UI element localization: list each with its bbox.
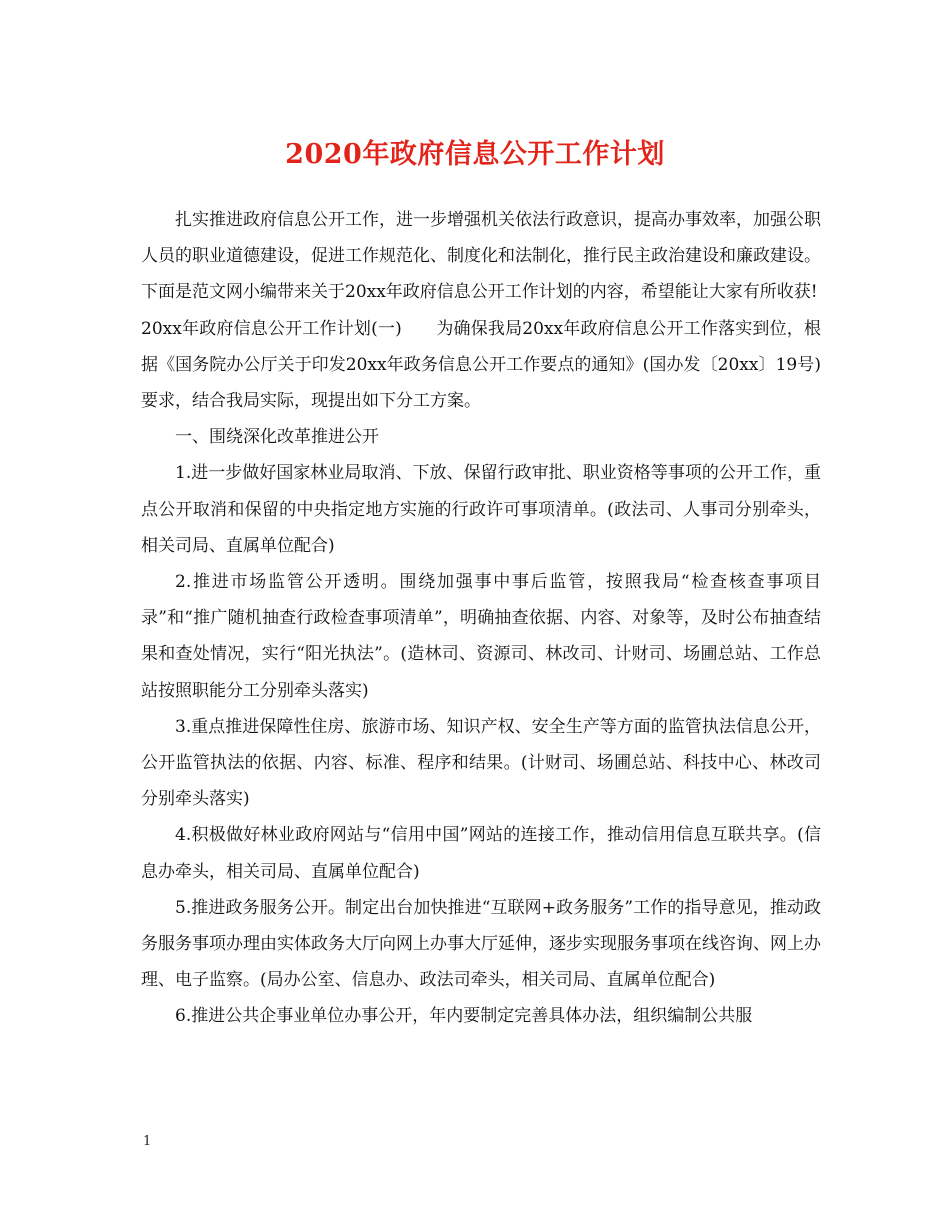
page-number: 1 (143, 1134, 152, 1149)
document-title: 2020年政府信息公开工作计划 (285, 139, 665, 170)
item-paragraph-2: 2.推进市场监管公开透明。围绕加强事中事后监管，按照我局“检查核查事项目录”和“推广随机抽查行政检查事项清单”，明确抽查依据、内容、对象等，及时公布抽查结果和查处情况，实行“阳光执法”。(造林司、资源司、林改司、计财司、场圃总站、工作总站按照职能分工分别牵头落实) (141, 572, 821, 701)
item-paragraph-1: 1.进一步做好国家林业局取消、下放、保留行政审批、职业资格等事项的公开工作，重点公开取消和保留的中央指定地方实施的行政许可事项清单。(政法司、人事司分别牵头，相关司局、直属单位配合) (141, 463, 821, 556)
document-body (141, 202, 821, 1035)
section-heading: 一、围绕深化改革推进公开 (175, 427, 379, 448)
item-paragraph-6: 6.推进公共企事业单位办事公开，年内要制定完善具体办法，组织编制公共服 (175, 1006, 753, 1027)
plan-heading-paragraph: 20xx年政府信息公开工作计划(一) 为确保我局20xx年政府信息公开工作落实到位，根据《国务院办公厅关于印发20xx年政务信息公开工作要点的通知》(国办发〔20xx〕19号)要求，结合我局实际，现提出如下分工方案。 (141, 318, 821, 412)
item-paragraph-3: 3.重点推进保障性住房、旅游市场、知识产权、安全生产等方面的监管执法信息公开，公开监管执法的依据、内容、标准、程序和结果。(计财司、场圃总站、科技中心、林改司分别牵头落实) (141, 716, 821, 810)
item-paragraph-5: 5.推进政务服务公开。制定出台加快推进“互联网+政务服务”工作的指导意见，推动政务服务事项办理由实体政务大厅向网上办事大厅延伸，逐步实现服务事项在线咨询、网上办理、电子监察。(局办公室、信息办、政法司牵头，相关司局、直属单位配合) (141, 897, 821, 991)
intro-paragraph: 扎实推进政府信息公开工作，进一步增强机关依法行政意识，提高办事效率，加强公职人员的职业道德建设，促进工作规范化、制度化和法制化，推行民主政治建设和廉政建设。下面是范文网小编带来关于20xx年政府信息公开工作计划的内容，希望能让大家有所收获! (141, 210, 821, 303)
item-paragraph-4: 4.积极做好林业政府网站与“信用中国”网站的连接工作，推动信用信息互联共享。(信息办牵头，相关司局、直属单位配合) (141, 825, 821, 882)
